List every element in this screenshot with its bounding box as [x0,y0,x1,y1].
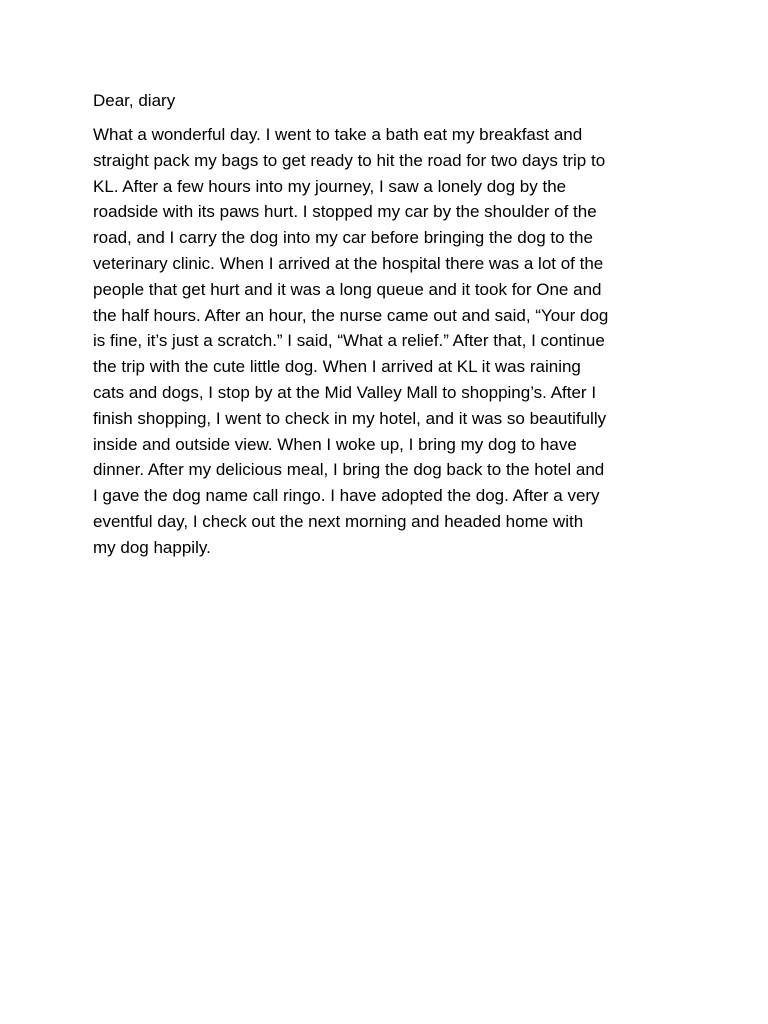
paragraph-line: I gave the dog name call ringo. I have adopted the dog. After a very [93,486,600,506]
paragraph-line: straight pack my bags to get ready to hit the road for two days trip to [93,150,606,170]
paragraph-line: road, and I carry the dog into my car before bringing the dog to the [93,228,593,248]
paragraph-line: What a wonderful day. I went to take a bath eat my breakfast and [93,125,583,144]
paragraph-line: finish shopping, I went to check in my hotel, and it was so beautifully [93,408,607,428]
paragraph-line: veterinary clinic. When I arrived at the hospital there was a lot of the [93,253,604,273]
paragraph-line: people that get hurt and it was a long queue and it took for One and [93,279,602,299]
paragraph-line: dinner. After my delicious meal, I bring the dog back to the hotel and [93,460,605,480]
paragraph-line: eventful day, I check out the next morning and headed home with [93,511,584,531]
paragraph-line: my dog happily. [93,537,211,557]
paragraph-line: is fine, it’s just a scratch.” I said, “What a relief.” After that, I continue [93,331,605,351]
paragraph-line: KL. After a few hours into my journey, I saw a lonely dog by the [93,176,567,196]
diary-salutation: Dear, diary [93,91,176,110]
paragraph-line: the half hours. After an hour, the nurse came out and said, “Your dog [93,305,609,325]
paragraph-line: inside and outside view. When I woke up, I bring my dog to have [93,434,577,454]
paragraph-line: cats and dogs, I stop by at the Mid Valley Mall to shopping’s. After I [93,382,597,402]
paragraph-line: the trip with the cute little dog. When I arrived at KL it was raining [93,357,581,377]
paragraph-line: roadside with its paws hurt. I stopped my car by the shoulder of the [93,202,597,222]
diary-entry-paragraph [93,122,683,561]
